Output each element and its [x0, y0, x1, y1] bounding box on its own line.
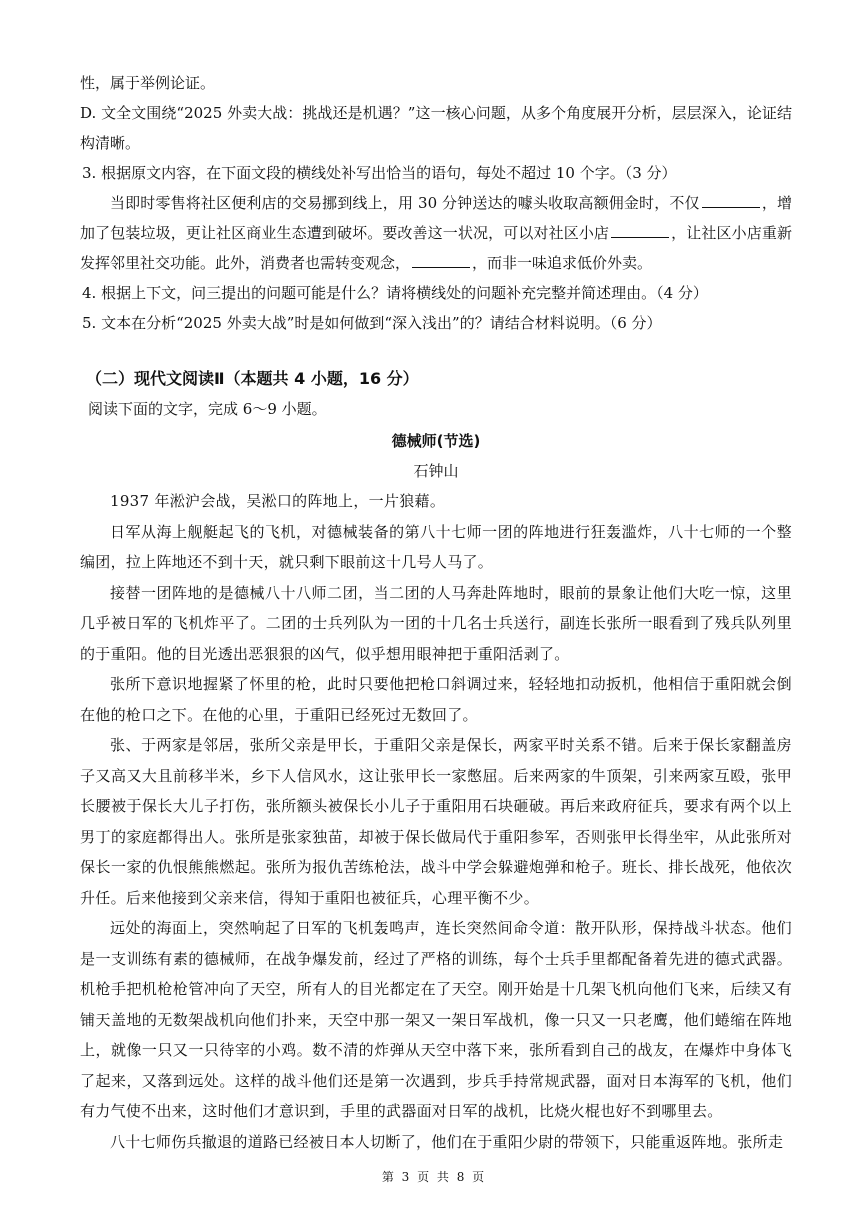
- section-title: （二）现代文阅读Ⅱ（本题共 4 小题，16 分）: [86, 369, 419, 388]
- question-4: 4. 根据上下文，问三提出的问题可能是什么？请将横线处的问题补充完整并简述理由。（4 分）: [82, 284, 708, 302]
- answer-blank-2[interactable]: [611, 223, 669, 238]
- passage-segment: ，而非一味追求低价外卖。: [472, 254, 653, 272]
- article-body: [80, 486, 792, 1157]
- question-3-passage: [80, 188, 792, 278]
- article-paragraph: 张所下意识地握紧了怀里的枪，此时只要他把枪口斜调过来，轻轻地扣动扳机，他相信于重阳就会倒在他的枪口之下。在他的心里，于重阳已经死过无数回了。: [80, 675, 792, 724]
- document-page: [80, 68, 792, 1157]
- section-instruction: 阅读下面的文字，完成 6～9 小题。: [88, 400, 327, 418]
- page-footer: 第 3 页 共 8 页: [381, 1170, 487, 1184]
- passage-segment: 当即时零售将社区便利店的交易挪到线上，用 30 分钟送达的噱头收取高额佣金时，不仅: [110, 194, 700, 212]
- question-3: 3. 根据原文内容，在下面文段的横线处补写出恰当的语句，每处不超过 10 个字。（3 分）: [82, 164, 677, 182]
- answer-blank-1[interactable]: [702, 193, 760, 208]
- option-d: D. 文全文围绕“2025 外卖大战：挑战还是机遇？”这一核心问题，从多个角度展开分析，层层深入，论证结构清晰。: [80, 104, 792, 152]
- passage-segment: ，让社区小店重新发挥邻里社交功能。此外，消费者也需转变观念，: [80, 224, 792, 272]
- article-paragraph: 张、于两家是邻居，张所父亲是甲长，于重阳父亲是保长，两家平时关系不错。后来于保长家翻盖房子又高又大且前移半米，乡下人信风水，这让张甲长一家憋屈。后来两家的牛顶架，引来两家互殴，张甲长腰被于保长大儿子打伤，张所额头被保长小儿子于重阳用石块砸破。再后来政府征兵，要求有两个以上男丁的家庭都得出人。张所是张家独苗，却被于保长做局代于重阳参军，否则张甲长得坐牢，从此张所对保长一家的仇恨熊熊燃起。张所为报仇苦练枪法，战斗中学会躲避炮弹和枪子。班长、排长战死，他依次升任。后来他接到父亲来信，得知于重阳也被征兵，心理平衡不少。: [80, 736, 792, 907]
- question-5: 5. 文本在分析“2025 外卖大战”时是如何做到“深入浅出”的？请结合材料说明。（6 分）: [82, 314, 662, 332]
- article-paragraph: 1937 年淞沪会战，吴淞口的阵地上，一片狼藉。: [110, 492, 446, 510]
- article-paragraph: 远处的海面上，突然响起了日军的飞机轰鸣声，连长突然间命令道：散开队形，保持战斗状态。他们是一支训练有素的德械师，在战争爆发前，经过了严格的训练，每个士兵手里都配备着先进的德式武器。机枪手把机枪枪管冲向了天空，所有人的目光都定在了天空。刚开始是十几架飞机向他们飞来，后续又有铺天盖地的无数架战机向他们扑来，天空中那一架又一架日军战机，像一只又一只老鹰，他们蜷缩在阵地上，就像一只又一只待宰的小鸡。数不清的炸弹从天空中落下来，张所看到自己的战友，在爆炸中身体飞了起来，又落到远处。这样的战斗他们还是第一次遇到，步兵手持常规武器，面对日本海军的飞机，他们有力气使不出来，这时他们才意识到，手里的武器面对日军的战机，比烧火棍也好不到哪里去。: [80, 919, 792, 1120]
- answer-blank-3[interactable]: [412, 253, 470, 268]
- passage-segment: ，增加了包装垃圾，更让社区商业生态遭到破坏。要改善这一状况，可以对社区小店: [80, 194, 792, 242]
- article-title: 德械师(节选): [391, 432, 481, 450]
- article-paragraph: 日军从海上舰艇起飞的飞机，对德械装备的第八十七师一团的阵地进行狂轰滥炸，八十七师的一个整编团，拉上阵地还不到十天，就只剩下眼前这十几号人马了。: [80, 522, 792, 571]
- article-author: 石钟山: [413, 462, 459, 480]
- article-paragraph: 接替一团阵地的是德械八十八师二团，当二团的人马奔赴阵地时，眼前的景象让他们大吃一惊，这里几乎被日军的飞机炸平了。二团的士兵列队为一团的十几名士兵送行，副连长张所一眼看到了残兵队列里的于重阳。他的目光透出恶狠狠的凶气，似乎想用眼神把于重阳活剥了。: [80, 583, 792, 663]
- article-paragraph: 八十七师伤兵撤退的道路已经被日本人切断了，他们在于重阳少尉的带领下，只能重返阵地。张所走: [110, 1132, 784, 1151]
- continued-option-text: 性，属于举例论证。: [80, 74, 216, 92]
